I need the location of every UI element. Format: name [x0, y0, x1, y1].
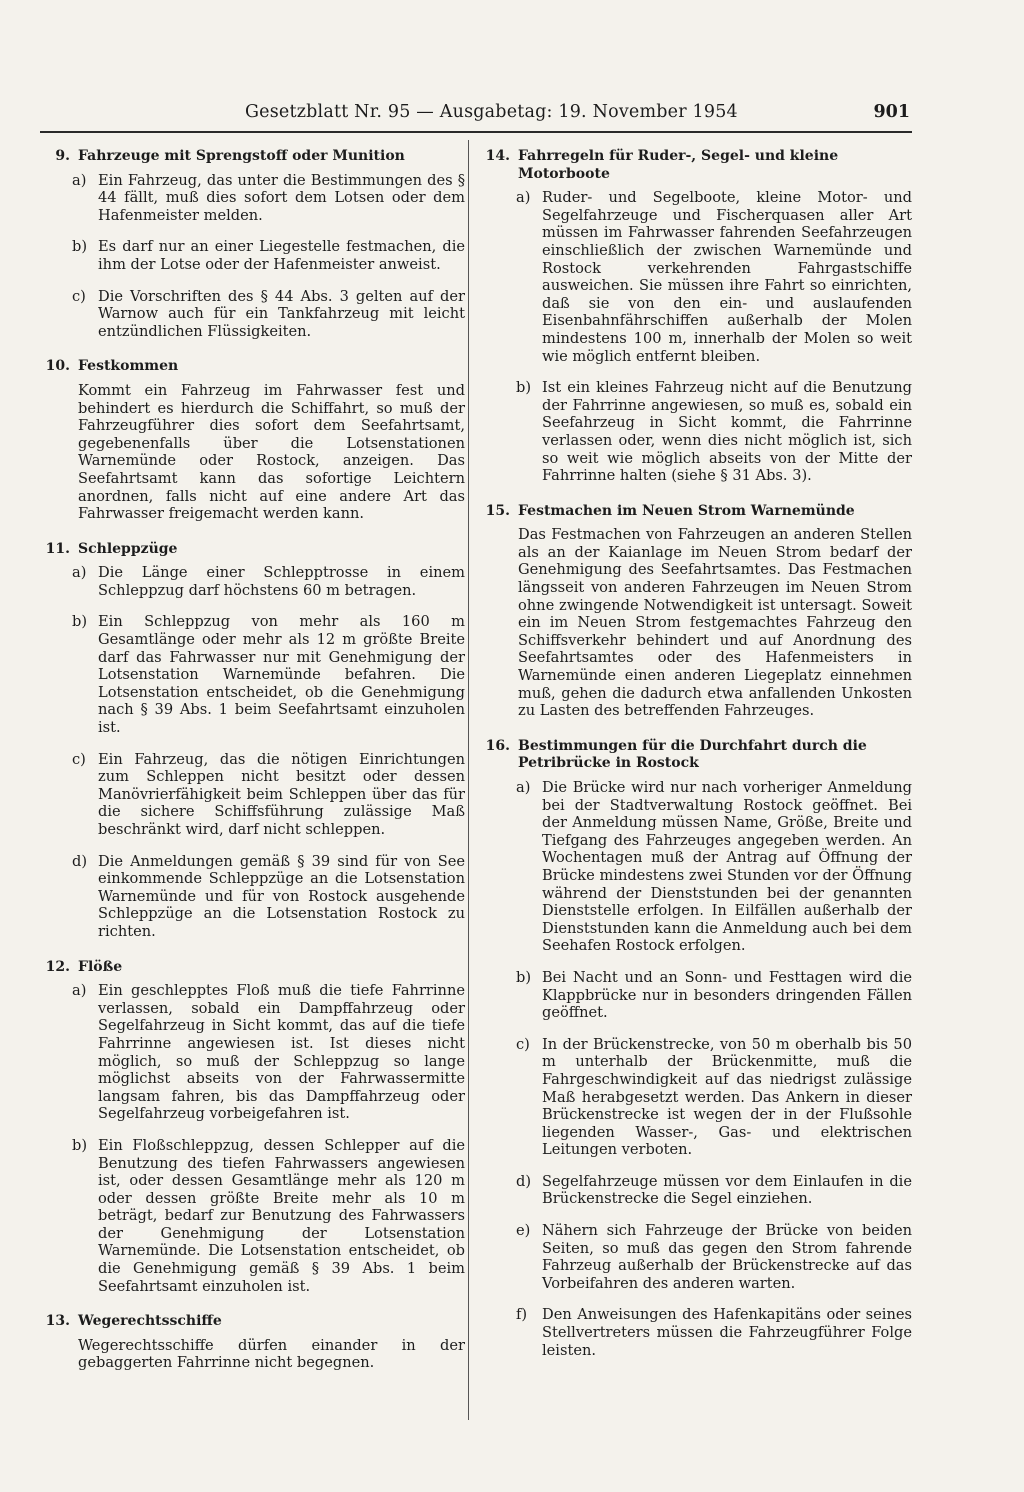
item-label: b): [72, 613, 88, 631]
list-item: [480, 779, 912, 955]
item-text: Nähern sich Fahrzeuge der Brücke von beiden Seiten, so muß das gegen den Strom fahrende Fahrzeug außerhalb der Brückenstrecke auf das Vorbeifahren des anderen warten.: [542, 1222, 912, 1292]
section-16: [480, 738, 912, 1359]
section-body: Kommt ein Fahrzeug im Fahrwasser fest und behindert es hierdurch die Schiffahrt, so muß der Fahrzeugführer dies sofort dem Seefahrtsamt, gegebenenfalls über die Lotsenstationen Warnemünde oder Rostock, anzeigen. Das Seefahrtsamt kann das sofortige Leichtern anordnen, falls nicht auf eine andere Art das Fahrwasser freigemacht werden kann.: [78, 381, 465, 523]
list-item: [40, 613, 465, 736]
section-title: Fahrzeuge mit Sprengstoff oder Munition: [78, 148, 405, 164]
item-label: b): [72, 238, 88, 256]
item-label: d): [516, 1172, 532, 1190]
section-number: 15.: [485, 502, 510, 519]
list-item: [480, 1222, 912, 1292]
item-text: In der Brückenstrecke, von 50 m oberhalb bis 50 m unterhalb der Brückenmitte, muß die Fahrgeschwindigkeit auf das niedrigst zulässige Maß herabgesetzt werden. Das Ankern in dieser Brückenstrecke ist wegen der in der Flußsohle liegenden Wasser-, Gas- und elektrischen Leitungen verboten.: [542, 1035, 912, 1159]
item-text: Ein Fahrzeug, das die nötigen Einrichtungen zum Schleppen nicht besitzt oder dessen Manövrierfähigkeit beim Schleppen über das für die sichere Schiffsführung zulässige Maß beschränkt wird, darf nicht schleppen.: [98, 750, 465, 838]
page-header: [40, 102, 910, 132]
section-13: [40, 1313, 465, 1372]
right-column: [480, 148, 912, 1377]
section-number: 9.: [55, 148, 70, 164]
list-item: [480, 379, 912, 485]
item-label: d): [72, 852, 88, 870]
item-text: Den Anweisungen des Hafenkapitäns oder seines Stellvertreters müssen die Fahrzeugführer Folge leisten.: [542, 1306, 912, 1359]
item-label: e): [516, 1222, 531, 1240]
section-10: [40, 358, 465, 522]
item-text: Ein geschlepptes Floß muß die tiefe Fahrrinne verlassen, sobald ein Dampffahrzeug oder Segelfahrzeug in Sicht kommt, das auf die tiefe Fahrrinne angewiesen ist. Ist dieses nicht möglich, so muß der Schleppzug so lange möglichst abseits von der Fahrwassermitte langsam fahren, bis das Dampffahrzeug oder Segelfahrzeug vorbeigefahren ist.: [98, 982, 465, 1123]
item-label: b): [516, 968, 532, 986]
item-text: Die Vorschriften des § 44 Abs. 3 gelten auf der Warnow auch für ein Tankfahrzeug mit leicht entzündlichen Flüssigkeiten.: [98, 287, 465, 340]
list-item: [480, 189, 912, 365]
section-number: 13.: [45, 1313, 70, 1330]
section-11: [40, 541, 465, 941]
list-item: [480, 1306, 912, 1359]
list-item: [40, 172, 465, 225]
section-12: [40, 959, 465, 1296]
list-item: [40, 982, 465, 1123]
list-item: [40, 1137, 465, 1295]
item-label: c): [516, 1035, 530, 1053]
header-title: Gesetzblatt Nr. 95 — Ausgabetag: 19. November 1954: [245, 102, 738, 122]
left-column: [40, 148, 465, 1390]
list-item: [40, 288, 465, 341]
section-title: Bestimmungen für die Durchfahrt durch die Petribrücke in Rostock: [518, 737, 867, 772]
section-15: [480, 503, 912, 720]
item-label: f): [516, 1306, 528, 1324]
list-item: [40, 751, 465, 839]
item-label: c): [72, 287, 86, 305]
section-body: Wegerechtsschiffe dürfen einander in der gebaggerten Fahrrinne nicht begegnen.: [78, 1336, 465, 1372]
section-body: Das Festmachen von Fahrzeugen an anderen Stellen als an der Kaianlage im Neuen Strom bedarf der Genehmigung des Seefahrtsamtes. Das Festmachen längsseit von anderen Fahrzeugen im Neuen Strom ohne zwingende Notwendigkeit ist untersagt. Soweit ein im Neuen Strom festgemachtes Fahrzeug den Schiffsverkehr behindert und auf Anordnung des Seefahrtsamtes oder des Hafenmeisters in Warnemünde einen anderen Liegeplatz einnehmen muß, gehen die dadurch etwa anfallenden Unkosten zu Lasten des betreffenden Fahrzeuges.: [518, 526, 912, 720]
item-label: a): [72, 982, 87, 1000]
section-9: [40, 148, 465, 340]
item-text: Es darf nur an einer Liegestelle festmachen, die ihm der Lotse oder der Hafenmeister anweist.: [98, 238, 465, 273]
item-text: Die Anmeldungen gemäß § 39 sind für von See einkommende Schleppzüge an die Lotsenstation Warnemünde und für von Rostock ausgehende Schleppzüge an die Lotsenstation Rostock zu richten.: [98, 852, 465, 940]
item-label: b): [516, 379, 532, 397]
item-text: Segelfahrzeuge müssen vor dem Einlaufen in die Brückenstrecke die Segel einziehen.: [542, 1172, 912, 1208]
item-label: a): [72, 564, 87, 582]
item-text: Ruder- und Segelboote, kleine Motor- und Segelfahrzeuge und Fischerquasen aller Art müssen im Fahrwasser fahrenden Seefahrzeugen einschließlich der zwischen Warnemünde und Rostock verkehrenden Fahrgastschiffe ausweichen. Sie müssen ihre Fahrt so einrichten, daß sie von den ein- und auslaufenden Eisenbahnfährschiffen außerhalb der Molen mindestens 100 m, innerhalb der Molen so weit wie möglich entfernt bleiben.: [542, 189, 912, 365]
header-rule: [40, 131, 912, 133]
list-item: [480, 1173, 912, 1208]
section-title: Schleppzüge: [78, 540, 178, 557]
section-number: 14.: [485, 148, 510, 164]
item-text: Ist ein kleines Fahrzeug nicht auf die Benutzung der Fahrrinne angewiesen, so muß es, sobald ein Seefahrzeug in Sicht kommt, die Fahrrinne verlassen oder, wenn dies nicht möglich ist, sich so weit wie möglich abseits von der Mitte der Fahrrinne halten (siehe § 31 Abs. 3).: [542, 379, 912, 485]
section-title: Fahrregeln für Ruder-, Segel- und kleine Motorboote: [518, 148, 839, 182]
section-title: Festkommen: [78, 358, 179, 375]
item-text: Bei Nacht und an Sonn- und Festtagen wird die Klappbrücke nur in besonders dringenden Fällen geöffnet.: [542, 968, 912, 1022]
section-title: Festmachen im Neuen Strom Warnemünde: [518, 502, 855, 519]
item-label: b): [72, 1136, 88, 1154]
list-item: [40, 238, 465, 273]
list-item: [480, 1036, 912, 1159]
page-number: 901: [873, 102, 910, 122]
item-label: a): [516, 189, 531, 207]
list-item: [40, 853, 465, 941]
column-divider: [468, 140, 469, 1420]
item-label: a): [516, 779, 531, 796]
item-text: Die Brücke wird nur nach vorheriger Anmeldung bei der Stadtverwaltung Rostock geöffnet. Bei der Anmeldung müssen Name, Größe, Breite und Tiefgang des Fahrzeuges angegeben werden. An Wochentagen muß der Antrag auf Öffnung der Brücke mindestens zwei Stunden vor der Öffnung während der Dienststunden bei der genannten Dienststelle erfolgen. In Eilfällen außerhalb der Dienststunden kann die Anmeldung auch bei dem Seehafen Rostock erfolgen.: [542, 779, 912, 955]
item-text: Ein Schleppzug von mehr als 160 m Gesamtlänge oder mehr als 12 m größte Breite darf das Fahrwasser nur mit Genehmigung der Lotsenstation Warnemünde befahren. Die Lotsenstation entscheidet, ob die Genehmigung nach § 39 Abs. 1 beim Seefahrtsamt einzuholen ist.: [98, 613, 465, 737]
list-item: [40, 564, 465, 599]
item-text: Die Länge einer Schlepptrosse in einem Schleppzug darf höchstens 60 m betragen.: [98, 564, 465, 599]
section-number: 12.: [45, 958, 70, 975]
item-label: a): [72, 171, 87, 189]
section-number: 16.: [485, 737, 510, 754]
section-number: 10.: [45, 358, 70, 375]
item-text: Ein Floßschleppzug, dessen Schlepper auf die Benutzung des tiefen Fahrwassers angewiesen ist, oder dessen Gesamtlänge mehr als 120 m oder dessen größte Breite mehr als 10 m beträgt, bedarf zur Benutzung des Fahrwassers der Genehmigung der Lotsenstation Warnemünde. Die Lotsenstation entscheidet, ob die Genehmigung gemäß § 39 Abs. 1 beim Seefahrtsamt einzuholen ist.: [98, 1136, 465, 1295]
section-title: Flöße: [78, 958, 123, 975]
section-number: 11.: [45, 540, 70, 557]
item-label: c): [72, 750, 86, 768]
section-14: [480, 148, 912, 485]
item-text: Ein Fahrzeug, das unter die Bestimmungen des § 44 fällt, muß dies sofort dem Lotsen oder dem Hafenmeister melden.: [98, 171, 465, 224]
list-item: [480, 969, 912, 1022]
section-title: Wegerechtsschiffe: [78, 1313, 222, 1330]
